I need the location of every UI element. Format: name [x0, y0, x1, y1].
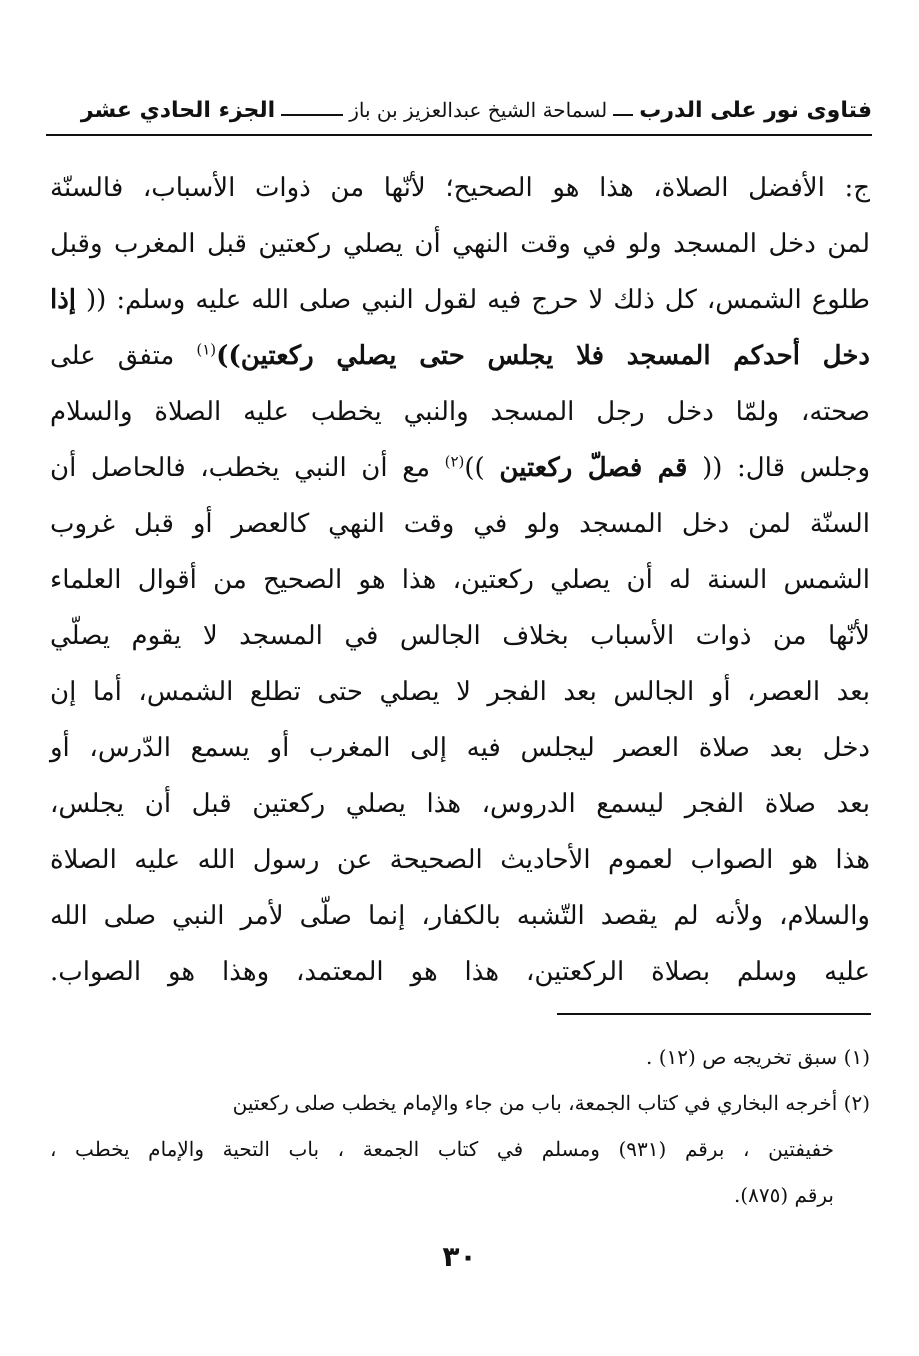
hadith-text: قم فصلّ ركعتين — [499, 453, 688, 483]
text-line: لمن دخل المسجد ولو في وقت النهي أن يصلي ركعتين قبل المغرب وقبل — [50, 229, 870, 259]
header-dash — [281, 114, 343, 116]
text-line — [50, 328, 870, 384]
text-line: الشمس السنة له أن يصلي ركعتين، هذا هو الصحيح من أقوال العلماء — [50, 565, 870, 595]
hadith-bracket: )) — [464, 453, 485, 483]
text-segment: مع أن النبي يخطب، فالحاصل أن — [50, 453, 430, 483]
footnote-2: (٢) أخرجه البخاري في كتاب الجمعة، باب من جاء والإمام يخطب صلى ركعتين — [232, 1091, 870, 1115]
footnotes — [50, 1034, 870, 1218]
footnote-2-continuation: برقم (٨٧٥). — [733, 1183, 834, 1207]
text-line — [50, 272, 870, 328]
text-line: صحته، ولمّا دخل رجل المسجد والنبي يخطب عليه الصلاة والسلام — [50, 397, 870, 427]
footnote-ref: (١) — [196, 340, 217, 359]
footnote-1: (١) سبق تخريجه ص (١٢) . — [646, 1045, 870, 1069]
header-rule — [46, 134, 872, 136]
text-line: بعد صلاة الفجر ليسمع الدروس، هذا يصلي ركعتين قبل أن يجلس، — [50, 789, 870, 819]
author-name: لسماحة الشيخ عبدالعزيز بن باز — [349, 98, 608, 122]
text-line: دخل بعد صلاة العصر ليجلس فيه إلى المغرب أو يسمع الدّرس، أو — [50, 733, 870, 763]
text-line — [50, 440, 870, 496]
text-line: هذا هو الصواب لعموم الأحاديث الصحيحة عن رسول الله عليه الصلاة — [50, 845, 870, 875]
footnote-2-continuation: خفيفتين ، برقم (٩٣١) ومسلم في كتاب الجمعة ، باب التحية والإمام يخطب ، — [50, 1137, 835, 1161]
hadith-bracket: )) — [216, 341, 241, 371]
hadith-text: دخل أحدكم المسجد فلا يجلس حتى يصلي ركعتين — [240, 341, 871, 371]
text-line: عليه وسلم بصلاة الركعتين، هذا هو المعتمد، وهذا هو الصواب. — [50, 957, 870, 987]
footnote-separator — [557, 1013, 871, 1015]
footnote-ref: (٢) — [444, 452, 465, 471]
text-segment: متفق على — [50, 341, 175, 371]
text-line: بعد العصر، أو الجالس بعد الفجر لا يصلي حتى تطلع الشمس، أما إن — [50, 677, 870, 707]
book-title: فتاوى نور على الدرب — [639, 97, 872, 123]
text-segment: طلوع الشمس، كل ذلك لا حرج فيه لقول النبي صلى الله عليه وسلم: (( — [86, 285, 870, 315]
volume-label: الجزء الحادي عشر — [80, 97, 276, 123]
text-line: لأنّها من ذوات الأسباب بخلاف الجالس في المسجد لا يقوم يصلّي — [50, 621, 870, 651]
main-text — [50, 160, 870, 1000]
text-segment: وجلس قال: (( — [702, 453, 871, 483]
text-line: ج: الأفضل الصلاة، هذا هو الصحيح؛ لأنّها من ذوات الأسباب، فالسنّة — [50, 173, 870, 203]
running-header — [46, 90, 872, 130]
text-line: السنّة لمن دخل المسجد ولو في وقت النهي كالعصر أو قبل غروب — [50, 509, 870, 539]
header-dash — [613, 114, 633, 116]
page-number: ٣٠ — [442, 1240, 477, 1273]
hadith-text: إذا — [50, 285, 77, 315]
text-line: والسلام، ولأنه لم يقصد التّشبه بالكفار، إنما صلّى لأمر النبي صلى الله — [50, 901, 870, 931]
